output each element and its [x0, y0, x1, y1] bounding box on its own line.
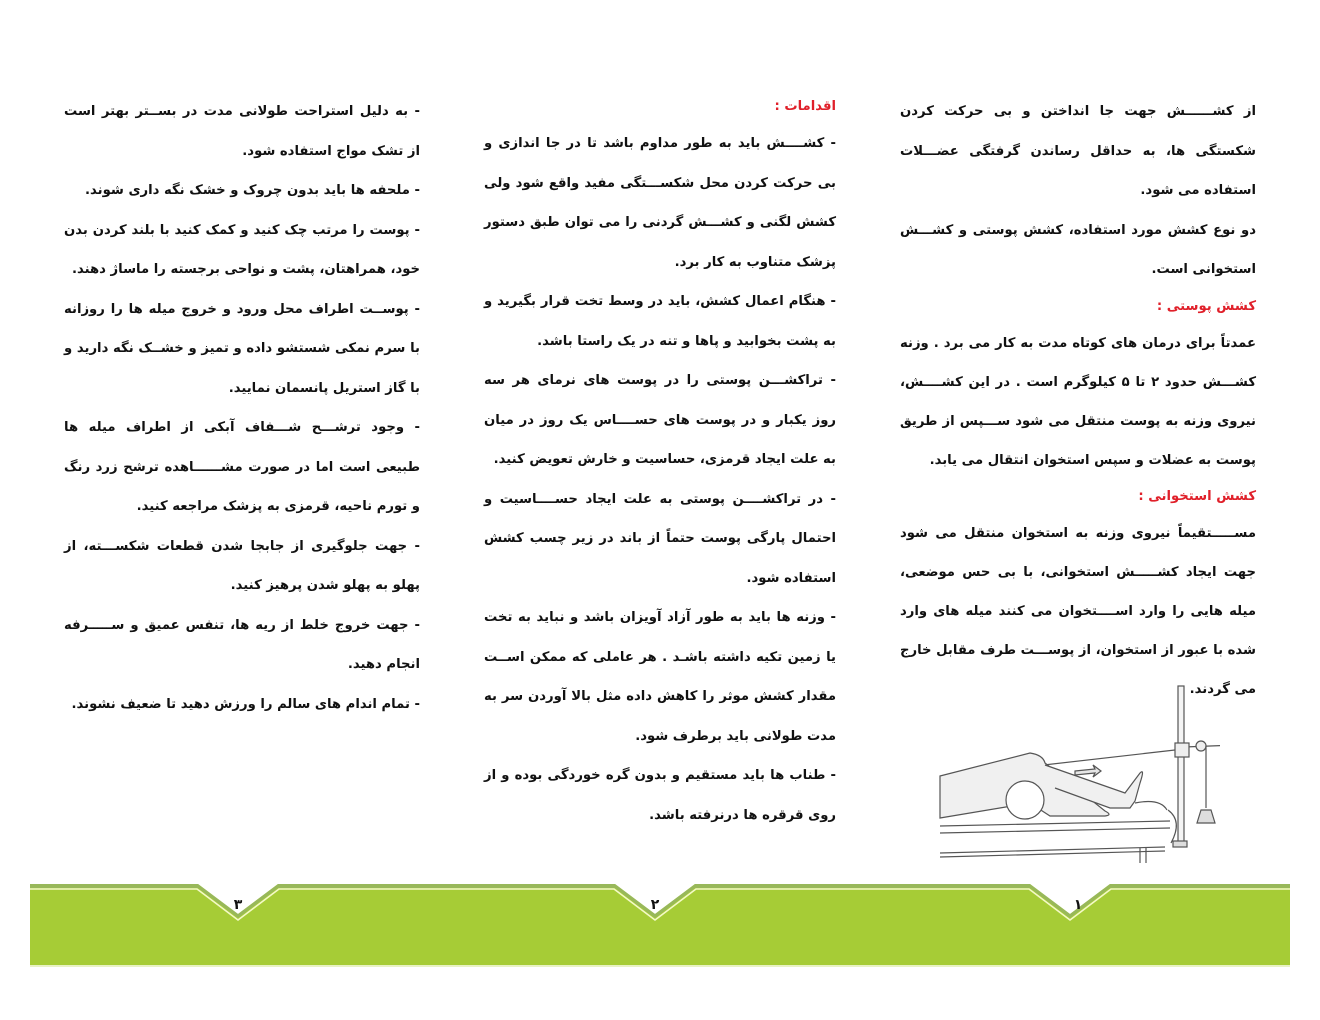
action-item: - کشــــش باید به طور مداوم باشد تا در جا اندازی و بی حرکت کردن محل شکســـتگی مفید واقع شود ولی کشش لگنی و کشـــش گردنی را می توان طبق دستور پزشک متناوب به کار برد. [484, 136, 836, 270]
care-item: - به دلیل استراحت طولانی مدت در بســتر بهتر است از تشک مواج استفاده شود. [64, 104, 420, 159]
traction-illustration [935, 683, 1220, 863]
intro-paragraph-1: از کشــــــش جهت جا انداختن و بی حرکت کردن شکستگی ها، به حداقل رساندن گرفتگی عضـــلات استفاده می شود. [900, 104, 1256, 198]
care-item: - جهت خروج خلط از ریه ها، تنفس عمیق و ســـــرفه انجام دهید. [64, 617, 420, 672]
care-item: - پوست را مرتب چک کنید و کمک کنید با بلند کردن بدن خود، همراهتان، پشت و نواحی برجسته را ماساژ دهند. [64, 222, 420, 277]
page-2-column [484, 92, 836, 835]
actions-heading: اقدامات : [774, 99, 836, 114]
intro-paragraph-2: دو نوع کشش مورد استفاده، کشش پوستی و کشـــش استخوانی است. [900, 222, 1256, 277]
action-item: - هنگام اعمال کشش، باید در وسط تخت قرار بگیرید و به پشت بخوابید و پاها و تنه در یک راستا باشد. [484, 294, 836, 349]
care-item: - تمام اندام های سالم را ورزش دهید تا ضعیف نشوند. [71, 696, 420, 712]
care-item: - ملحفه ها باید بدون چروک و خشک نگه داری شوند. [85, 183, 420, 198]
action-item: - تراکشـــن پوستی را در پوست های نرمای هر سه روز یکبار و در پوست های حســــاس یک روز در میان به علت ایجاد قرمزی، حساسیت و خارش تعویض کنید. [484, 373, 836, 467]
skeletal-traction-heading: کشش استخوانی : [1138, 488, 1256, 504]
action-item: - در تراکشــــن پوستی به علت ایجاد حســــاسیت و احتمال پارگی پوست حتماً از باند در زیر چسب کشش استفاده شود. [484, 491, 836, 586]
page-1-column [900, 92, 1256, 709]
page-number-2: ۲ [650, 897, 660, 913]
care-item: - پوســت اطراف محل ورود و خروج میله ها را روزانه با سرم نمکی شستشو داده و تمیز و خشــک نگه دارید و با گاز استریل پانسمان نمایید. [64, 301, 420, 396]
skin-traction-heading: کشش پوستی : [1156, 298, 1256, 314]
skeletal-traction-text: مســـــتقیماً نیروی وزنه به استخوان منتقل می شود جهت ایجاد کشـــــش استخوانی، با بی حس موضعی، میله هایی را وارد اســــتخوان می کنند میله های وارد شده با عبور از استخوان، از پوســـت طرف مقابل خارج می گردند. [900, 525, 1256, 697]
page-number-1: ۱ [1073, 897, 1083, 913]
skin-traction-text: عمدتاً برای درمان های کوتاه مدت به کار می برد . وزنه کشـــش حدود ۲ تا ۵ کیلوگرم است . در این کشــــش، نیروی وزنه به پوست منتقل می شود ســـپس از طریق پوست به عضلات و سپس استخوان انتقال می یابد. [900, 335, 1256, 468]
page-number-3: ۳ [233, 897, 243, 913]
page-3-column [64, 92, 420, 724]
action-item: - وزنه ها باید به طور آزاد آویزان باشد و نباید به تخت یا زمین تکیه داشته باشـد . هر عاملی که ممکن اســت مقدار کشش موثر را کاهش داده مثل بالا آوردن سر به مدت طولانی باید برطرف شود. [484, 610, 836, 744]
action-item: - طناب ها باید مستقیم و بدون گره خوردگی بوده و از روی قرقره ها درنرفته باشد. [484, 768, 836, 823]
care-item: - وجود ترشـــح شـــفاف آبکی از اطراف میله ها طبیعی است اما در صورت مشــــــاهده ترشح زرد رنگ و تورم ناحیه، قرمزی به پزشک مراجعه کنید. [64, 420, 420, 514]
care-item: - جهت جلوگیری از جابجا شدن قطعات شکســـته، از پهلو به پهلو شدن پرهیز کنید. [64, 538, 420, 593]
